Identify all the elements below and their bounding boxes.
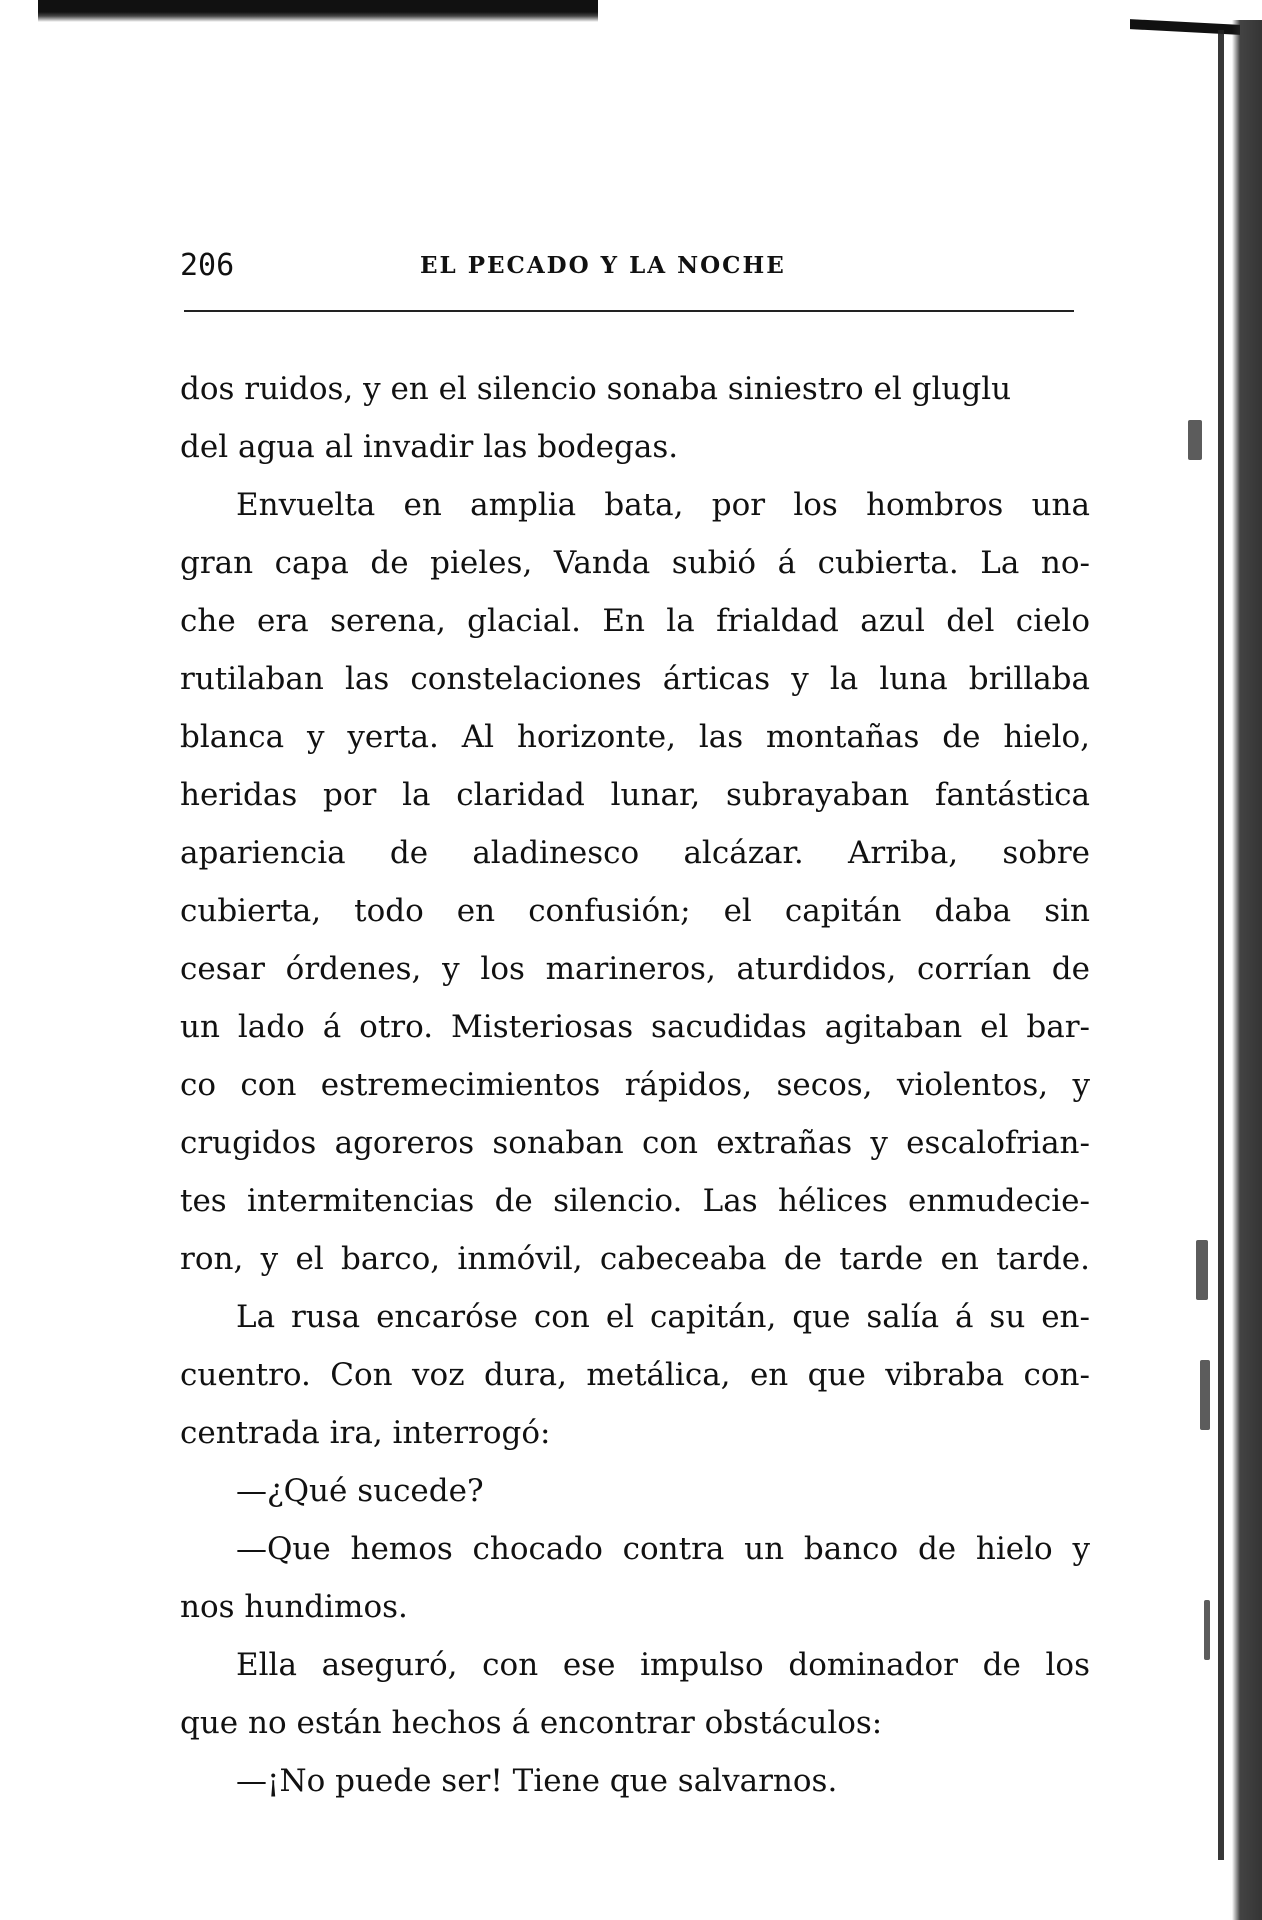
text-line: nos hundimos. xyxy=(180,1589,408,1625)
scan-speck xyxy=(1188,420,1202,460)
running-title: EL PECADO Y LA NOCHE xyxy=(420,252,786,279)
text-line: —Que hemos chocado contra un banco de hielo y xyxy=(236,1531,1090,1567)
text-line: dos ruidos, y en el silencio sonaba siniestro el gluglu xyxy=(180,371,1012,407)
text-line: —¿Qué sucede? xyxy=(236,1473,484,1509)
text-line: centrada ira, interrogó: xyxy=(180,1415,551,1451)
text-line: cesar órdenes, y los marineros, aturdidos, corrían de xyxy=(180,951,1090,987)
scan-speck xyxy=(1204,1600,1210,1660)
text-line: tes intermitencias de silencio. Las hélices enmudecie- xyxy=(180,1183,1090,1219)
text-line: co con estremecimientos rápidos, secos, violentos, y xyxy=(180,1067,1090,1103)
header-rule xyxy=(184,310,1074,312)
scan-speck xyxy=(1196,1240,1208,1300)
text-line: que no están hechos á encontrar obstáculos: xyxy=(180,1705,883,1741)
scan-border-line xyxy=(1218,30,1224,1860)
page-header xyxy=(180,248,1094,288)
text-line: blanca y yerta. Al horizonte, las montañas de hielo, xyxy=(180,719,1090,755)
text-line: cuentro. Con voz dura, metálica, en que vibraba con- xyxy=(180,1357,1090,1393)
text-line: che era serena, glacial. En la frialdad azul del cielo xyxy=(180,603,1090,639)
text-line: un lado á otro. Misteriosas sacudidas agitaban el bar- xyxy=(180,1009,1090,1045)
text-line: ron, y el barco, inmóvil, cabeceaba de tarde en tarde. xyxy=(180,1241,1090,1277)
text-line: gran capa de pieles, Vanda subió á cubierta. La no- xyxy=(180,545,1090,581)
text-line: La rusa encaróse con el capitán, que salía á su en- xyxy=(236,1299,1090,1335)
scan-speck xyxy=(1200,1360,1210,1430)
text-line: —¡No puede ser! Tiene que salvarnos. xyxy=(236,1763,838,1799)
text-line: crugidos agoreros sonaban con extrañas y escalofrian- xyxy=(180,1125,1090,1161)
text-line: Ella aseguró, con ese impulso dominador de los xyxy=(236,1647,1090,1683)
text-line: rutilaban las constelaciones árticas y la luna brillaba xyxy=(180,661,1090,697)
page-number: 206 xyxy=(180,248,235,283)
text-line: apariencia de aladinesco alcázar. Arriba, sobre xyxy=(180,835,1090,871)
text-line: del agua al invadir las bodegas. xyxy=(180,429,679,465)
text-line: Envuelta en amplia bata, por los hombros una xyxy=(236,487,1090,523)
scan-border-right xyxy=(1232,20,1262,1920)
body-text xyxy=(180,360,1090,1810)
text-line: heridas por la claridad lunar, subrayaban fantástica xyxy=(180,777,1090,813)
text-line: cubierta, todo en confusión; el capitán daba sin xyxy=(180,893,1090,929)
scan-border-top xyxy=(38,0,598,22)
